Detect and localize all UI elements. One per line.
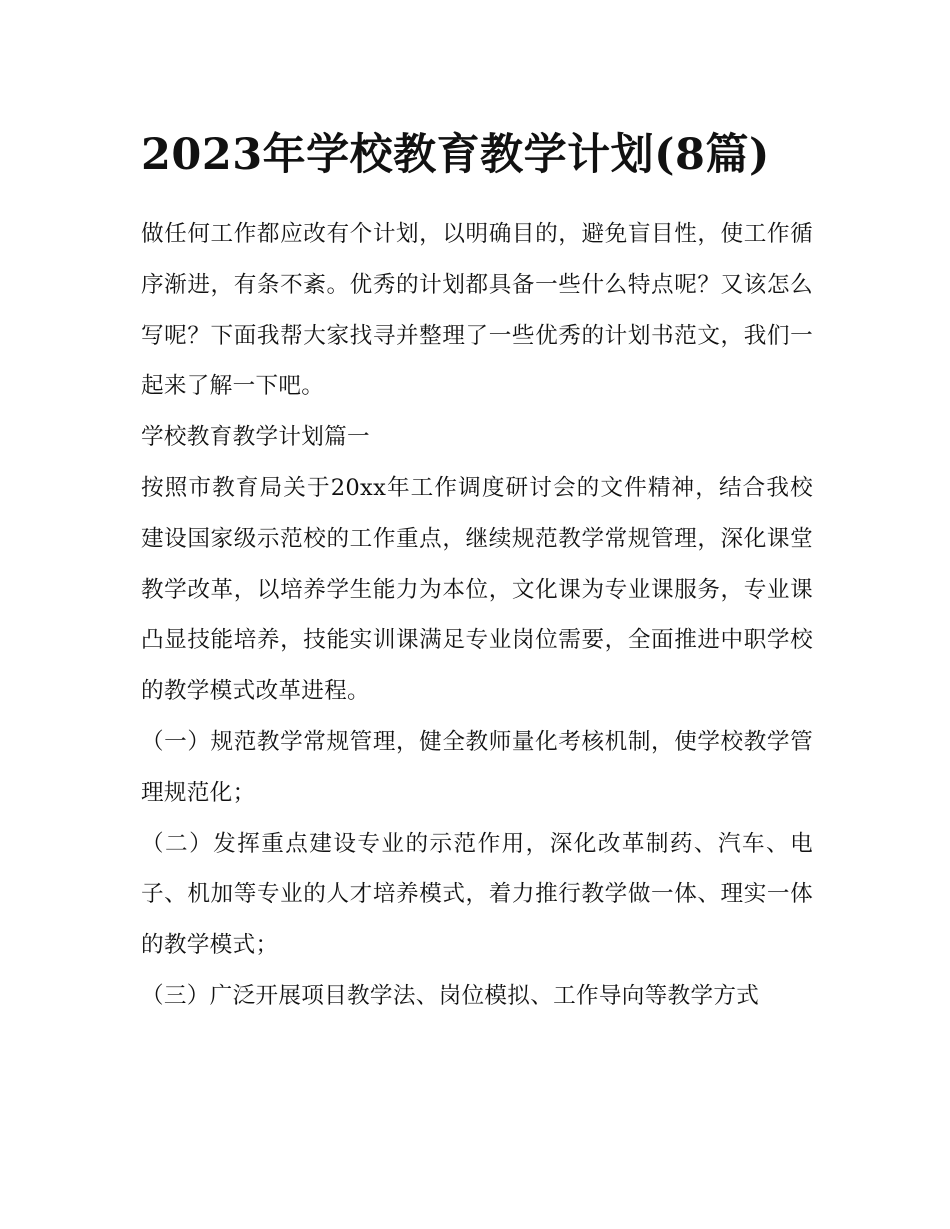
list-item-1: （一）规范教学常规管理，健全教师量化考核机制，使学校教学管理规范化； [141, 728, 813, 806]
document-body [141, 118, 813, 1022]
list-item-2: （二）发挥重点建设专业的示范作用，深化改革制药、汽车、电子、机加等专业的人才培养模式，着力推行教学做一体、理实一体的教学模式； [141, 830, 813, 959]
section-heading: 学校教育教学计划篇一 [141, 424, 370, 451]
intro-paragraph: 做任何工作都应改有个计划，以明确目的，避免盲目性，使工作循序渐进，有条不紊。优秀的计划都具备一些什么特点呢？又该怎么写呢？下面我帮大家找寻并整理了一些优秀的计划书范文，我们一起来了解一下吧。 [141, 221, 813, 400]
body-paragraph: 按照市教育局关于20xx年工作调度研讨会的文件精神，结合我校建设国家级示范校的工作重点，继续规范教学常规管理，深化课堂教学改革，以培养学生能力为本位，文化课为专业课服务，专业课凸显技能培养，技能实训课满足专业岗位需要，全面推进中职学校的教学模式改革进程。 [141, 474, 813, 705]
document-title: 2023年学校教育教学计划(8篇) [141, 130, 770, 180]
list-item-3: （三）广泛开展项目教学法、岗位模拟、工作导向等教学方式 [141, 982, 760, 1009]
